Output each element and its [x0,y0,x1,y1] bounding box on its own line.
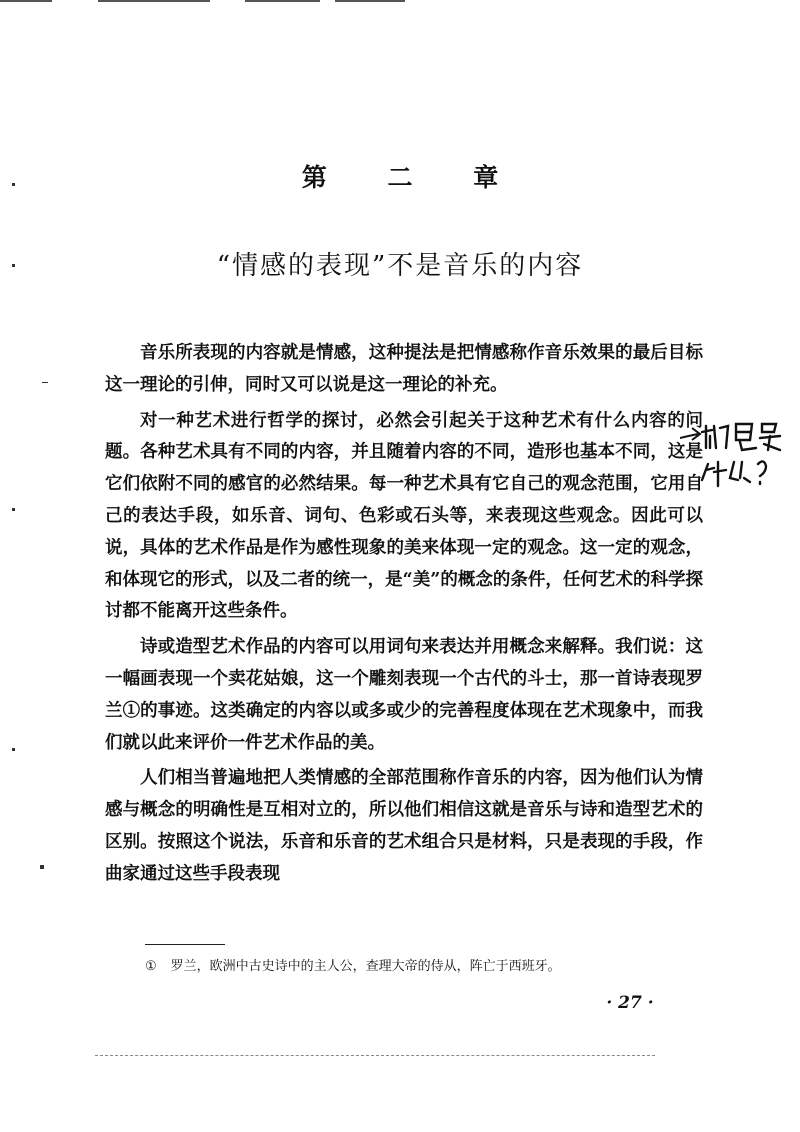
footnote-marker: ① [145,959,157,974]
paragraph: 对一种艺术进行哲学的探讨，必然会引起关于这种艺术有什么内容的问题。各种艺术具有不同的内容，并且随着内容的不同，造形也基本不同，这是它们依附不同的感官的必然结果。每一种艺术具有它自己的观念范围，它用自己的表达手段，如乐音、词句、色彩或石头等，来表现这些观念。因此可以说，具体的艺术作品是作为感性现象的美来体现一定的观念。这一定的观念，和体现它的形式，以及二者的统一，是“美”的概念的条件，任何艺术的科学探讨都不能离开这些条件。 [105,410,703,622]
paragraph: 诗或造型艺术作品的内容可以用词句来表达并用概念来解释。我们说：这一幅画表现一个卖花姑娘，这一个雕刻表现一个古代的斗士，那一首诗表现罗兰①的事迹。这类确定的内容以或多或少的完善程度体现在艺术现象中，而我们就以此来评价一件艺术作品的美。 [105,637,703,753]
chapter-heading: 第 二 章 [301,163,525,192]
scan-edge-line [335,0,405,2]
footnote [145,957,705,977]
scan-edge-line [98,0,210,2]
page-number: · 27 · [606,993,654,1013]
handwritten-annotation [680,418,792,498]
footnote-text: 罗兰，欧洲中古史诗中的主人公，查理大帝的侍从，阵亡于西班牙。 [170,959,561,974]
scan-edge-line [245,0,320,2]
paragraph: 音乐所表现的内容就是情感，这种提法是把情感称作音乐效果的最后目标这一理论的引伸，同时又可以说是这一理论的补充。 [105,343,703,395]
scan-bottom-line [95,1055,655,1056]
body-text [105,338,703,895]
chapter-title: “情感的表现”不是音乐的内容 [216,251,584,281]
paragraph: 人们相当普遍地把人类情感的全部范围称作音乐的内容，因为他们认为情感与概念的明确性是互相对立的，所以他们相信这就是音乐与诗和造型艺术的区别。按照这个说法，乐音和乐音的艺术组合只是材料，只是表现的手段，作曲家通过这些手段表现 [105,768,703,884]
scan-edge-line [0,0,52,2]
footnote-rule [145,944,225,945]
